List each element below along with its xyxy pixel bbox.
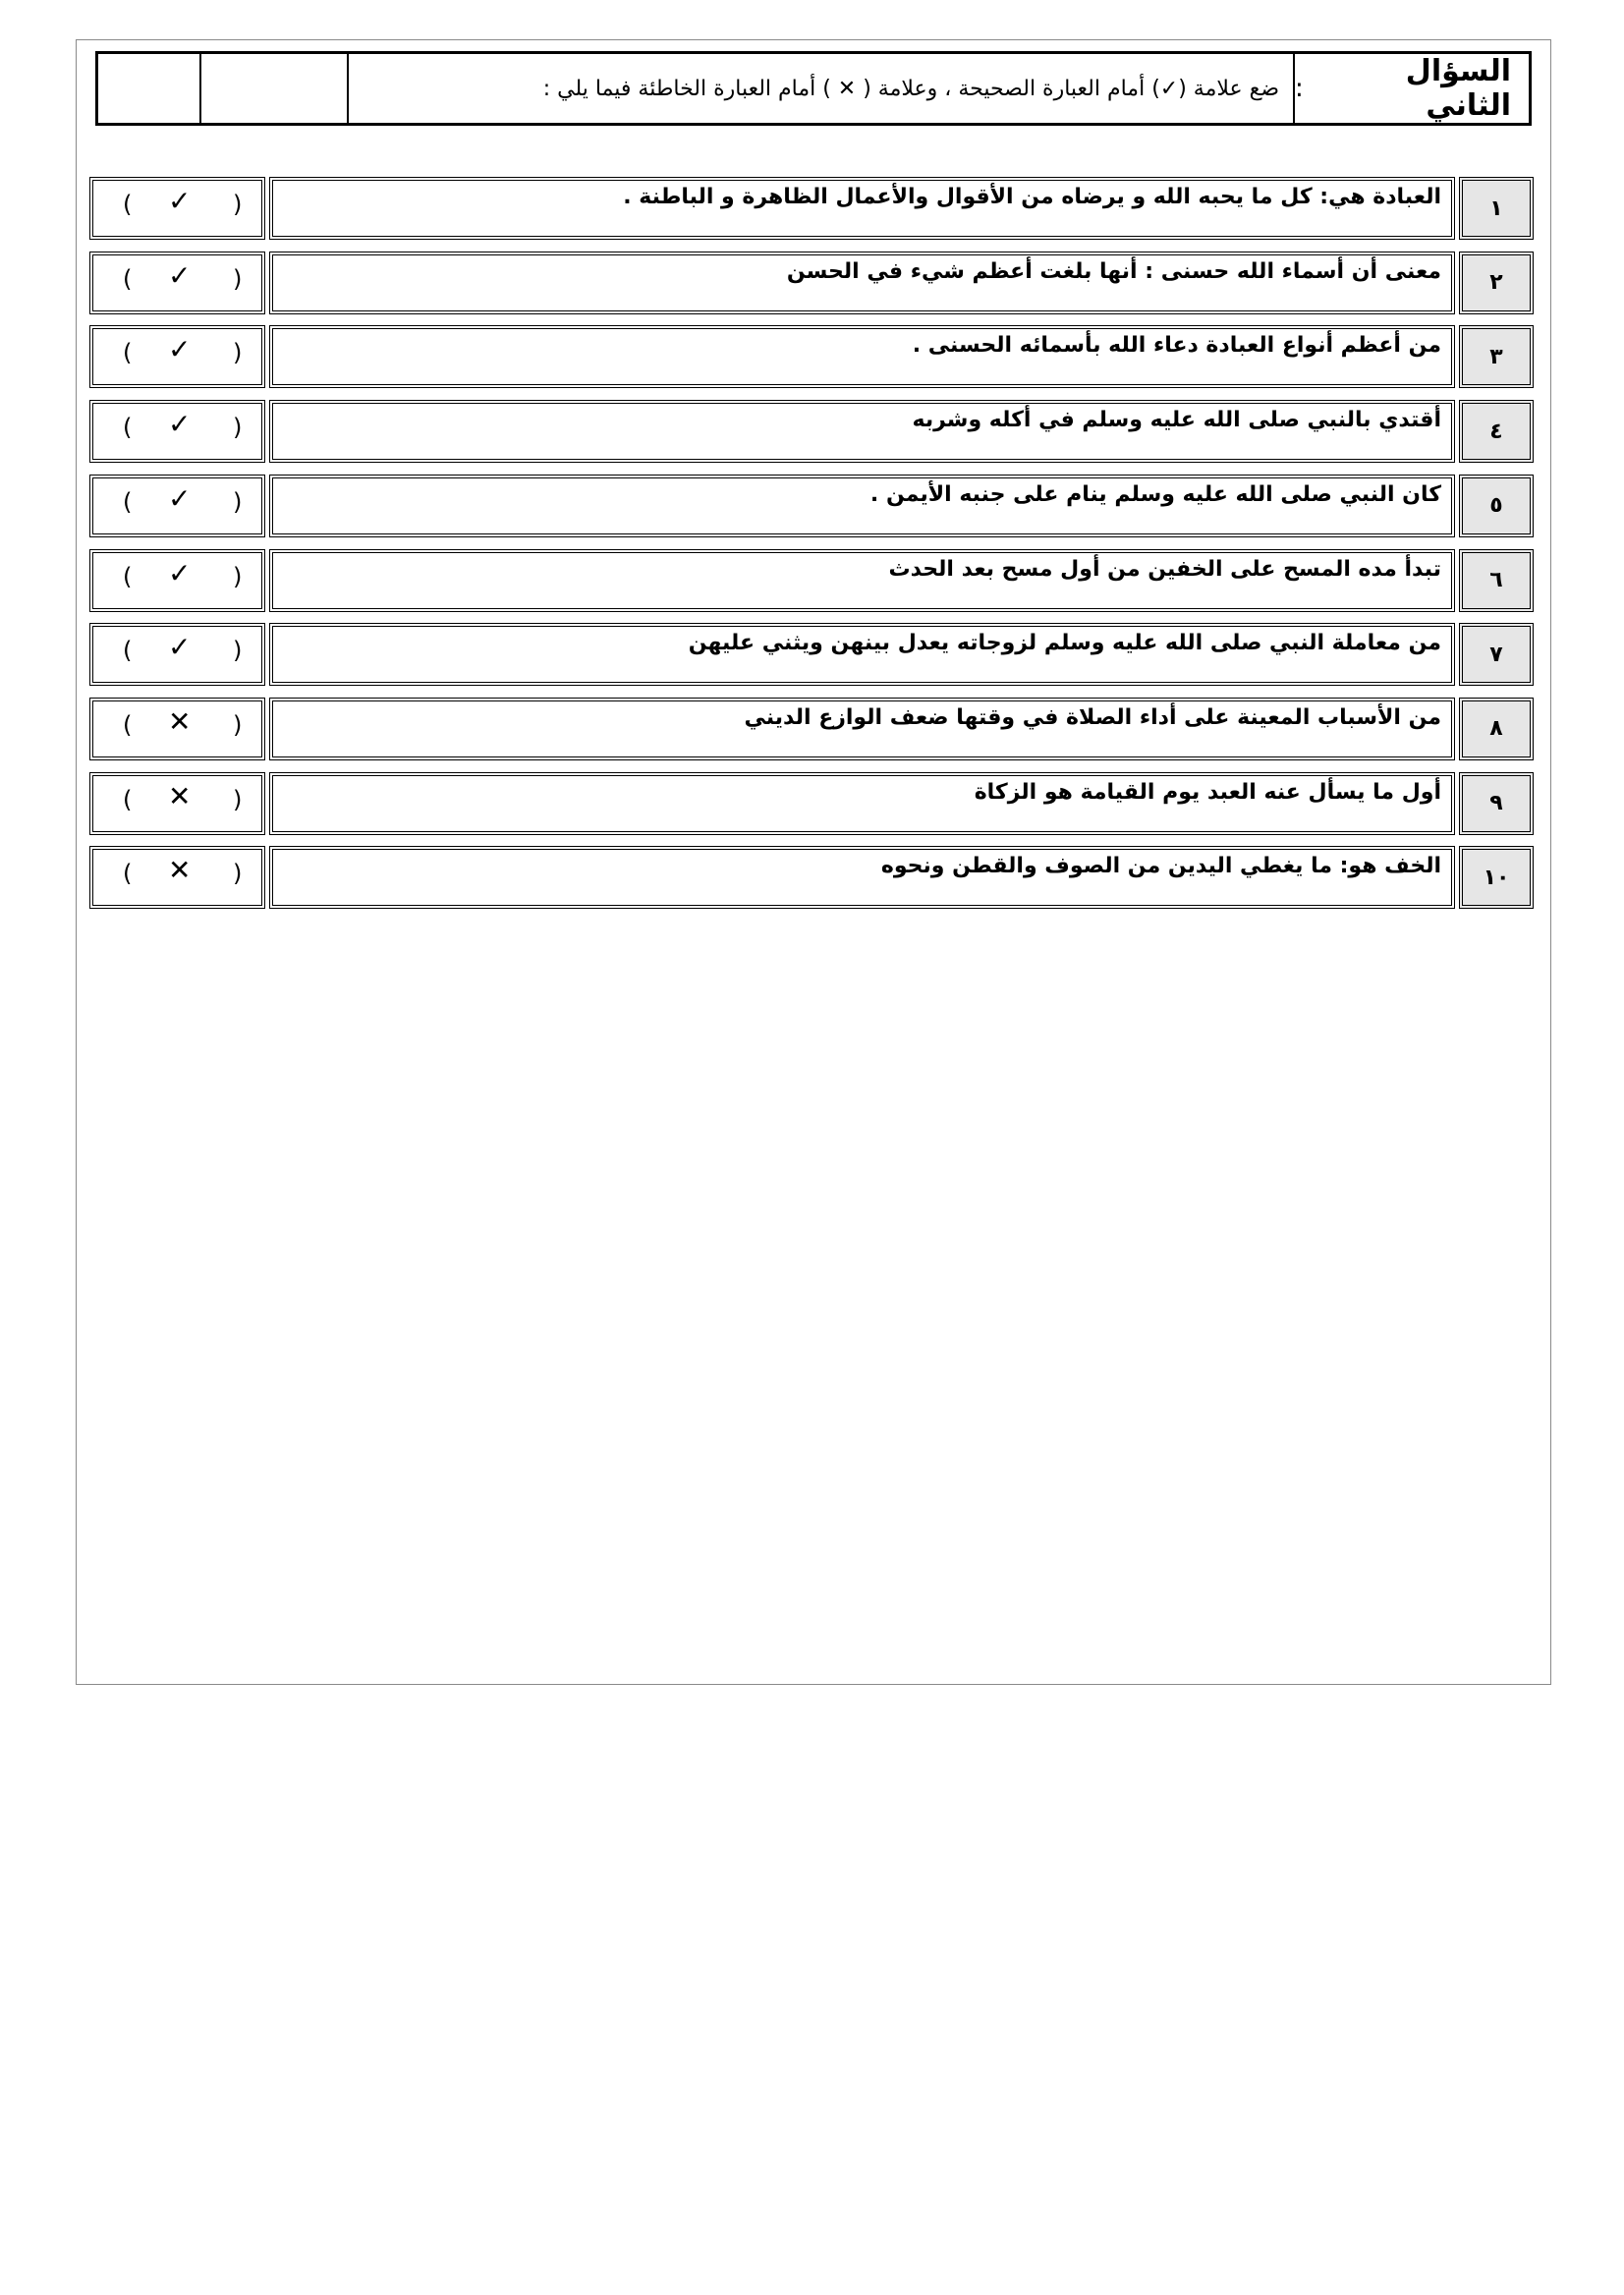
title-colon: :	[1295, 74, 1304, 103]
row-number: ١٠	[1459, 846, 1534, 909]
statement-text: أقتدي بالنبي صلى الله عليه وسلم في أكله وشربه	[269, 400, 1455, 463]
answer-mark: ✓	[168, 556, 192, 589]
question-title: السؤال الثاني	[1405, 54, 1511, 123]
paren-close: )	[233, 637, 243, 665]
statement-text: معنى أن أسماء الله حسنى : أنها بلغت أعظم شيء في الحسن	[269, 252, 1455, 314]
paren-open: (	[123, 562, 133, 590]
table-row	[89, 623, 1534, 686]
statement-text: أول ما يسأل عنه العبد يوم القيامة هو الزكاة	[269, 772, 1455, 835]
row-number: ٥	[1459, 475, 1534, 537]
paren-open: (	[123, 860, 133, 888]
statement-text: كان النبي صلى الله عليه وسلم ينام على جنبه الأيمن .	[269, 475, 1455, 537]
statement-text: العبادة هي: كل ما يحبه الله و يرضاه من الأقوال والأعمال الظاهرة و الباطنة .	[269, 177, 1455, 240]
paren-close: )	[233, 339, 243, 367]
answer-mark: ✓	[168, 185, 192, 217]
paren-close: )	[233, 264, 243, 293]
table-row	[89, 772, 1534, 835]
paren-close: )	[233, 860, 243, 888]
row-number: ٣	[1459, 325, 1534, 388]
row-number: ١	[1459, 177, 1534, 240]
paren-open: (	[123, 339, 133, 367]
answer-mark: ✓	[168, 333, 192, 366]
statement-text: من الأسباب المعينة على أداء الصلاة في وقتها ضعف الوازع الديني	[269, 698, 1455, 760]
row-number: ٢	[1459, 252, 1534, 314]
answer-box[interactable]	[89, 475, 265, 537]
answer-mark: ✕	[168, 854, 192, 887]
answer-box[interactable]	[89, 846, 265, 909]
row-number: ٦	[1459, 549, 1534, 612]
table-row	[89, 177, 1534, 240]
row-number: ٨	[1459, 698, 1534, 760]
answer-mark: ✓	[168, 408, 192, 441]
answer-box[interactable]	[89, 698, 265, 760]
answer-box[interactable]	[89, 772, 265, 835]
paren-close: )	[233, 562, 243, 590]
answer-mark: ✕	[168, 704, 192, 738]
answer-box[interactable]	[89, 623, 265, 686]
grade-cell	[98, 54, 199, 123]
paren-open: (	[123, 785, 133, 813]
answer-box[interactable]	[89, 177, 265, 240]
paren-open: (	[123, 487, 133, 516]
answer-box[interactable]	[89, 400, 265, 463]
answer-mark: ✓	[168, 258, 192, 292]
table-row	[89, 549, 1534, 612]
question-title-cell	[1293, 54, 1529, 123]
table-row	[89, 325, 1534, 388]
answer-mark: ✓	[168, 631, 192, 664]
statement-text: تبدأ مده المسح على الخفين من أول مسح بعد الحدث	[269, 549, 1455, 612]
statement-text: من معاملة النبي صلى الله عليه وسلم لزوجاته يعدل بينهن ويثني عليهن	[269, 623, 1455, 686]
paren-close: )	[233, 785, 243, 813]
score-cell	[199, 54, 347, 123]
table-row	[89, 252, 1534, 314]
paren-open: (	[123, 264, 133, 293]
table-row	[89, 475, 1534, 537]
answer-mark: ✕	[168, 779, 192, 812]
row-number: ٩	[1459, 772, 1534, 835]
row-number: ٤	[1459, 400, 1534, 463]
paren-open: (	[123, 710, 133, 739]
table-row	[89, 846, 1534, 909]
answer-box[interactable]	[89, 325, 265, 388]
paren-close: )	[233, 414, 243, 442]
table-row	[89, 400, 1534, 463]
instruction-text: ضع علامة (✓) أمام العبارة الصحيحة ، وعلامة ( ✕ ) أمام العبارة الخاطئة فيما يلي :	[347, 54, 1293, 123]
statement-text: من أعظم أنواع العبادة دعاء الله بأسمائه الحسنى .	[269, 325, 1455, 388]
paren-open: (	[123, 191, 133, 218]
answer-box[interactable]	[89, 252, 265, 314]
paren-close: )	[233, 191, 243, 218]
answer-mark: ✓	[168, 481, 192, 515]
paren-open: (	[123, 414, 133, 442]
row-number: ٧	[1459, 623, 1534, 686]
answer-box[interactable]	[89, 549, 265, 612]
statement-text: الخف هو: ما يغطي اليدين من الصوف والقطن ونحوه	[269, 846, 1455, 909]
question-header	[95, 51, 1532, 126]
paren-open: (	[123, 637, 133, 665]
paren-close: )	[233, 710, 243, 739]
table-row	[89, 698, 1534, 760]
paren-close: )	[233, 487, 243, 516]
